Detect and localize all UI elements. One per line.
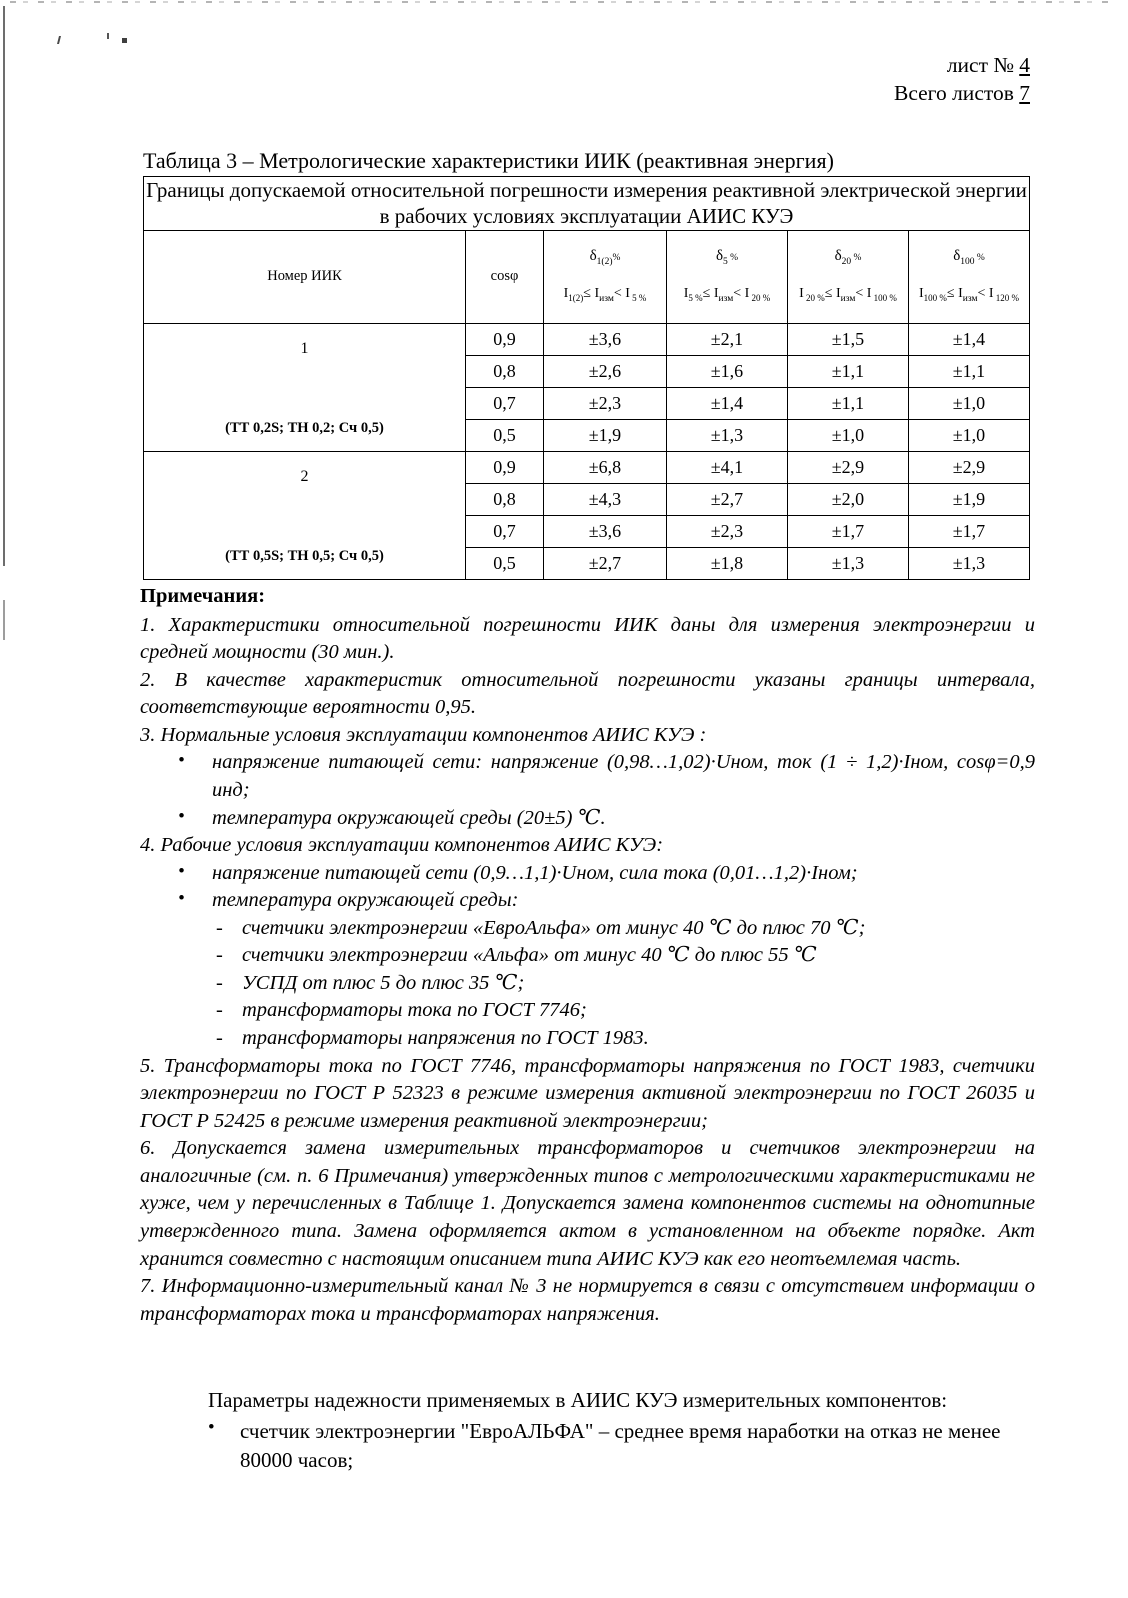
scan-artifact-left-edge-lower — [3, 600, 5, 640]
table-title: Границы допускаемой относительной погрешности измерения реактивной электрической энергии в рабочих условиях эксплуатации АИИС КУЭ — [144, 177, 1030, 231]
scan-speck-1 — [57, 36, 61, 44]
header-delta-100 — [909, 230, 1030, 323]
delta-1-2-value: ±6,8 — [544, 451, 667, 483]
delta-5-value: ±1,8 — [667, 547, 788, 579]
list-item: • температура окружающей среды (20±5) ℃. — [140, 805, 1035, 833]
list-item: - УСПД от плюс 5 до плюс 35 ℃; — [140, 970, 1035, 998]
cos-value: 0,7 — [466, 387, 544, 419]
cos-value: 0,9 — [466, 451, 544, 483]
delta-20-value: ±2,0 — [788, 483, 909, 515]
sheet-total-line — [894, 80, 1030, 108]
header-channel: Номер ИИК — [144, 230, 466, 323]
list-item: - трансформаторы напряжения по ГОСТ 1983. — [140, 1025, 1035, 1053]
list-item: • температура окружающей среды: — [140, 887, 1035, 915]
header-delta-5-range: $I_{5 \%}\le I_{изм}< I$ $_{20 \%}$ — [683, 286, 771, 305]
delta-20-value: ±2,9 — [788, 451, 909, 483]
delta-20-value: ±1,5 — [788, 323, 909, 355]
delta-20-value: ±1,7 — [788, 515, 909, 547]
cos-value: 0,5 — [466, 547, 544, 579]
metrology-table — [143, 176, 1030, 580]
note-4-dash-list — [140, 915, 1035, 1053]
table-header-row — [144, 230, 1030, 323]
delta-5-value: ±1,3 — [667, 419, 788, 451]
group-cell-1 — [144, 323, 466, 451]
note-1: 1. Характеристики относительной погрешности ИИК даны для измерения электроэнергии и средней мощности (30 мин.). — [140, 613, 1035, 664]
cos-value: 0,8 — [466, 483, 544, 515]
list-item: - трансформаторы тока по ГОСТ 7746; — [140, 997, 1035, 1025]
delta-5-value: ±1,6 — [667, 355, 788, 387]
header-delta-5 — [667, 230, 788, 323]
sheet-header — [894, 52, 1030, 107]
group-cell-2 — [144, 451, 466, 579]
sheet-total-value: 7 — [1019, 80, 1030, 105]
delta-1-2-value: ±3,6 — [544, 323, 667, 355]
delta-5-value: ±2,7 — [667, 483, 788, 515]
delta-5-value: ±2,1 — [667, 323, 788, 355]
delta-5-value: ±2,3 — [667, 515, 788, 547]
delta-100-value: ±1,0 — [909, 419, 1030, 451]
delta-100-value: ±1,4 — [909, 323, 1030, 355]
sheet-number-value: 4 — [1019, 53, 1030, 77]
cos-value: 0,5 — [466, 419, 544, 451]
table-row — [144, 451, 1030, 483]
note-4: 4. Рабочие условия эксплуатации компонентов АИИС КУЭ: — [140, 834, 664, 857]
note-6: 6. Допускается замена измерительных трансформаторов и счетчиков электроэнергии на аналогичные (см. п. 6 Примечания) утвержденных типов с метрологическими характеристиками не хуже, чем у перечисленных в Таблице 1. Допускается замена компонентов системы на однотипные утвержденного типа. Замена оформляется актом в установленном на объекте порядке. Акт хранится совместно с настоящим описанием типа АИИС КУЭ как его неотъемлемая часть. — [140, 1137, 1035, 1270]
header-delta-5-symbol: $\delta_5$ % — [715, 248, 739, 268]
delta-20-value: ±1,1 — [788, 355, 909, 387]
metrology-table-wrapper — [143, 176, 1029, 580]
table-title-row — [144, 177, 1030, 231]
sheet-total-label: Всего листов — [893, 80, 1014, 105]
scan-artifact-top-line — [10, 1, 1114, 3]
scan-speck-3 — [122, 38, 127, 43]
delta-20-value: ±1,0 — [788, 419, 909, 451]
header-delta-20-symbol: $\delta_{20}$ % — [834, 248, 862, 268]
header-delta-20 — [788, 230, 909, 323]
table-row — [144, 323, 1030, 355]
group-number-1: 1 — [300, 340, 309, 358]
group-spec-1: (ТТ 0,2S; ТН 0,2; Сч 0,5) — [225, 420, 384, 437]
sheet-number-label: лист № — [946, 53, 1014, 77]
note-7: 7. Информационно-измерительный канал № 3 не нормируется в связи с отсутствием информации о трансформаторах тока и трансформаторах напряжения. — [140, 1275, 1035, 1325]
list-item: • напряжение питающей сети: напряжение (0,98…1,02)·Uном, ток (1 ÷ 1,2)·Iном, cosφ=0,9 инд; — [140, 749, 1035, 804]
delta-100-value: ±1,0 — [909, 387, 1030, 419]
reliability-lead: Параметры надежности применяемых в АИИС КУЭ измерительных компонентов: — [208, 1388, 948, 1412]
header-delta-1-2-symbol: $\delta_{1(2)}\%$ — [589, 248, 621, 268]
group-spec-2: (ТТ 0,5S; ТН 0,5; Сч 0,5) — [225, 548, 384, 565]
header-delta-1-2-range: $I_{1(2)}\le I_{изм}< I$ $_{5 \%}$ — [563, 286, 647, 305]
delta-1-2-value: ±1,9 — [544, 419, 667, 451]
delta-100-value: ±1,9 — [909, 483, 1030, 515]
notes-section — [140, 583, 1035, 1328]
note-3: 3. Нормальные условия эксплуатации компонентов АИИС КУЭ : — [140, 723, 707, 746]
list-item: - счетчики электроэнергии «ЕвроАльфа» от минус 40 ℃ до плюс 70 ℃; — [140, 915, 1035, 943]
header-delta-100-range: $I_{100 \%}\le I_{изм}< I$ $_{120 \%}$ — [918, 286, 1020, 305]
delta-100-value: ±1,7 — [909, 515, 1030, 547]
reliability-section — [140, 1386, 1035, 1475]
cos-value: 0,7 — [466, 515, 544, 547]
delta-20-value: ±1,1 — [788, 387, 909, 419]
note-2: 2. В качестве характеристик относительной погрешности указаны границы интервала, соответствующие вероятности 0,95. — [140, 668, 1035, 719]
delta-100-value: ±1,3 — [909, 547, 1030, 579]
delta-1-2-value: ±2,6 — [544, 355, 667, 387]
notes-title: Примечания: — [140, 585, 266, 607]
list-item: - счетчики электроэнергии «Альфа» от минус 40 ℃ до плюс 55 ℃ — [140, 942, 1035, 970]
list-item: • напряжение питающей сети (0,9…1,1)·Uном, сила тока (0,01…1,2)·Iном; — [140, 860, 1035, 888]
delta-20-value: ±1,3 — [788, 547, 909, 579]
reliability-bullet-list — [140, 1417, 1035, 1475]
delta-1-2-value: ±2,7 — [544, 547, 667, 579]
header-delta-100-symbol: $\delta_{100}$ % — [953, 248, 985, 268]
cos-value: 0,8 — [466, 355, 544, 387]
note-5: 5. Трансформаторы тока по ГОСТ 7746, трансформаторы напряжения по ГОСТ 1983, счетчики электроэнергии по ГОСТ Р 52323 в режиме измерения активной электроэнергии по ГОСТ 26035 и ГОСТ Р 52425 в режиме измерения реактивной электроэнергии; — [140, 1054, 1035, 1132]
delta-5-value: ±4,1 — [667, 451, 788, 483]
header-cos-phi: cosφ — [466, 230, 544, 323]
table-caption: Таблица 3 – Метрологические характеристики ИИК (реактивная энергия) — [143, 148, 834, 173]
group-number-2: 2 — [300, 468, 309, 486]
scan-artifact-left-edge — [3, 6, 5, 566]
delta-100-value: ±1,1 — [909, 355, 1030, 387]
header-delta-20-range: I $_{20 \%}\le I_{изм}< I$ $_{100 \%}$ — [799, 286, 897, 305]
note-4-bullet-list — [140, 860, 1035, 915]
scan-speck-2 — [107, 33, 109, 39]
delta-1-2-value: ±4,3 — [544, 483, 667, 515]
delta-1-2-value: ±3,6 — [544, 515, 667, 547]
header-delta-1-2 — [544, 230, 667, 323]
sheet-number-line — [894, 52, 1030, 80]
delta-1-2-value: ±2,3 — [544, 387, 667, 419]
cos-value: 0,9 — [466, 323, 544, 355]
delta-100-value: ±2,9 — [909, 451, 1030, 483]
delta-5-value: ±1,4 — [667, 387, 788, 419]
list-item: • счетчик электроэнергии "ЕвроАЛЬФА" – среднее время наработки на отказ не менее 80000 часов; — [140, 1417, 1035, 1475]
note-3-bullet-list — [140, 749, 1035, 832]
